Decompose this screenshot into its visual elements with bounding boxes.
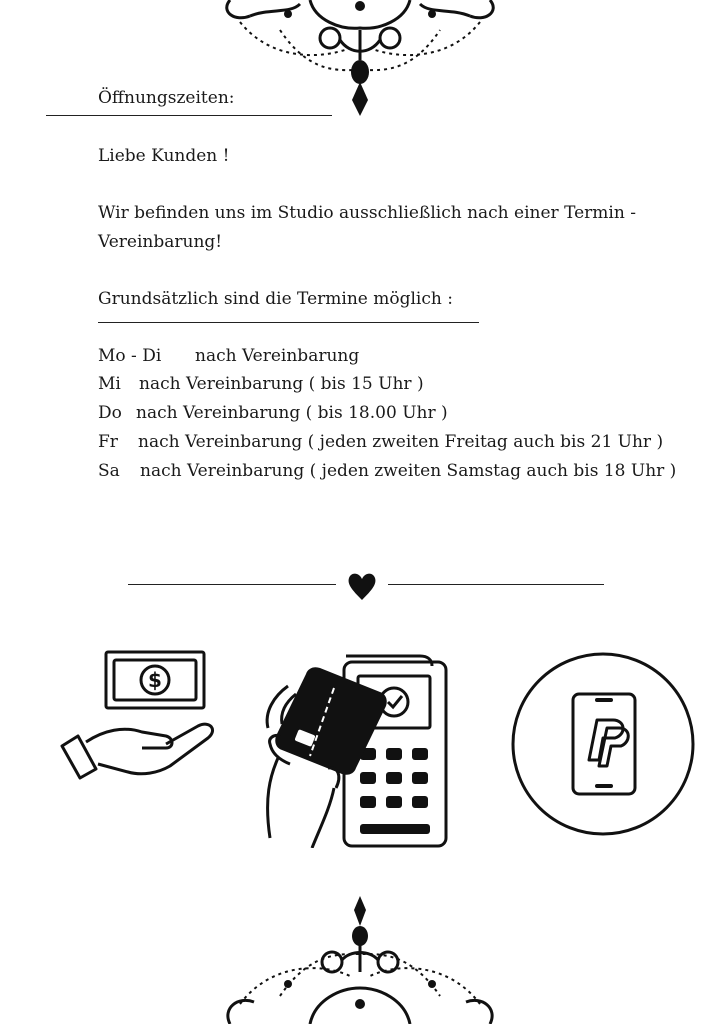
hours-text-mi: nach Vereinbarung ( bis 15 Uhr )	[139, 374, 424, 394]
intro-line-2: Vereinbarung!	[98, 232, 223, 252]
hours-day-fr: Fr	[98, 432, 118, 452]
heart-icon	[346, 570, 378, 602]
hours-text-mo-di: nach Vereinbarung	[195, 346, 360, 366]
svg-text:$: $	[148, 668, 162, 692]
hours-text-do: nach Vereinbarung ( bis 18.00 Uhr )	[136, 403, 448, 423]
divider-right	[388, 584, 604, 585]
chandelier-top-ornament-icon	[210, 0, 510, 120]
cash-payment-icon	[58, 648, 218, 788]
chandelier-bottom-ornament-icon	[210, 892, 510, 1024]
note-underline	[98, 322, 479, 323]
hours-day-mi: Mi	[98, 374, 121, 394]
hours-day-mo-di: Mo - Di	[98, 346, 162, 366]
heading-underline	[46, 115, 332, 116]
contactless-card-icon	[250, 648, 450, 848]
intro-line-1: Wir befinden uns im Studio ausschließlich nach einer Termin -	[98, 203, 636, 223]
greeting-text: Liebe Kunden !	[98, 146, 230, 166]
hours-day-sa: Sa	[98, 461, 120, 481]
divider-left	[128, 584, 336, 585]
hours-day-do: Do	[98, 403, 122, 423]
general-note: Grundsätzlich sind die Termine möglich :	[98, 289, 453, 309]
paypal-icon	[509, 650, 697, 838]
hours-text-fr: nach Vereinbarung ( jeden zweiten Freitag auch bis 21 Uhr )	[138, 432, 664, 452]
hours-text-sa: nach Vereinbarung ( jeden zweiten Samstag auch bis 18 Uhr )	[140, 461, 677, 481]
page-title: Öffnungszeiten:	[98, 88, 235, 108]
